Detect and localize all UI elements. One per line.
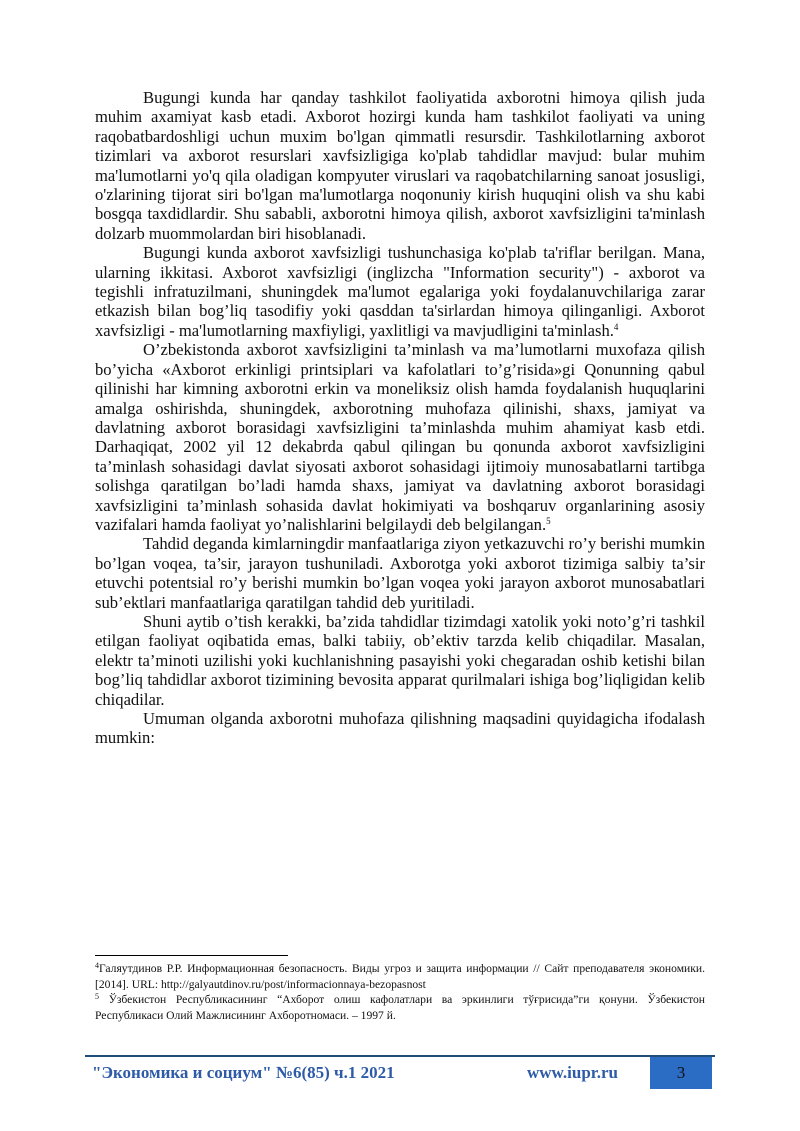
footer-website-link[interactable]: www.iupr.ru <box>527 1063 619 1082</box>
footnotes <box>95 961 705 1023</box>
paragraph-6: Umuman olganda axborotni muhofaza qilishning maqsadini quyidagicha ifodalash mumkin: <box>95 709 705 748</box>
footnote-mark: 5 <box>95 992 99 1002</box>
paragraph-4: Tahdid deganda kimlarningdir manfaatlariga ziyon yetkazuvchi ro’y berishi mumkin bo’lgan voqea, ta’sir, jarayon tushuniladi. Axborotga yoki axborot tizimiga salbiy ta’sir etuvchi potentsial ro’y berishi mumkin bo’lgan voqea yoki jarayon axborot munosabatlari sub’ektlari manfaatlariga qaratilgan tahdid deb yuritiladi. <box>95 534 705 612</box>
page-number: 3 <box>676 1063 686 1082</box>
paragraph-1: Bugungi kunda har qanday tashkilot faoliyatida axborotni himoya qilish juda muhim axamiyat kasb etadi. Axborot hozirgi kunda ham tashkilot faoliyati va uning raqobatbardoshligi uchun muxim bo'lgan qimmatli resursdir. Tashkilotlarning axborot tizimlari va axborot resurslari xavfsizligiga ko'plab tahdidlar mavjud: bular muhim ma'lumotlarni yo'q qila oladigan kompyuter viruslari va raqobatchilarning sanoat josusligi, o'zlarining tijorat siri bo'lgan ma'lumotlarga noqonuniy kirish huquqini olish va shu kabi bosgqa taxdidlardir. Shu sababli, axborotni himoya qilish, axborot xavfsizligini ta'minlash dolzarb muommolardan biri hisoblanadi. <box>95 88 705 243</box>
footnote-4: $^4$Галяутдинов Р.Р. Информационная безопасность. Виды угроз и защита информации // Сайт преподавателя экономики. [2014]. URL: http://galyautdinov.ru/post/informacionnaya-bezopasnost <box>95 961 705 991</box>
footnote-ref-5: 5 <box>546 515 551 526</box>
footer-divider <box>85 1055 715 1057</box>
footnote-5: $^5$ Ўзбекистон Республикасининг “Ахборот олиш кафолатлари ва эркинлиги тўғрисида”ги қонуни. Ўзбекистон Республикаси Олий Мажлисининг Ахборотномаси. – 1997 й. <box>95 992 705 1022</box>
paragraph-2: Bugungi kunda axborot xavfsizligi tushunchasiga ko'plab ta'riflar berilgan. Mana, ularning ikkitasi. Axborot xavfsizligi (inglizcha "Information security") - axborot va tegishli infratuzilmani, shuningdek ma'lumot egalariga yoki foydalanuvchilariga zarar etkazish bilan bog’liq tasodifiy yoki qasddan ta'sirlardan himoya qilinganligi. Axborot xavfsizligi - ma'lumotlarning maxfiyligi, yaxlitligi va mavjudligini ta'minlash.$^4$ <box>95 243 705 340</box>
footnote-separator <box>95 955 288 956</box>
paragraph-5: Shuni aytib o’tish kerakki, ba’zida tahdidlar tizimdagi xatolik yoki noto’g’ri tashkil etilgan faoliyat oqibatida emas, balki tabiiy, ob’ektiv tarzda kelib chiqadilar. Masalan, elektr ta’minoti uzilishi yoki kuchlanishning pasayishi yoki chegaradan oshib ketishi bilan bog’liq tahdidlar axborot tizimining bevosita apparat qurilmalari ishiga bog’liqligidan kelib chiqadilar. <box>95 611 705 709</box>
paragraph-3: O’zbekistonda axborot xavfsizligini ta’minlash va ma’lumotlarni muxofaza qilish bo’yicha «Axborot erkinligi printsiplari va kafolatlari to’g’risida»gi Qonunning qabul qilinishi har kimning axborotni erkin va moneliksiz olish hamda foydalanish huquqlarini amalga oshirishda, shuningdek, axborotning muhofaza qilinishi, shaxs, jamiyat va davlatning axborot borasidagi xavfsizligini ta’minlashda muhim ahamiyat kasb etdi. Darhaqiqat, 2002 yil 12 dekabrda qabul qilingan bu qonunda axborot xavfsizligini ta’minlash sohasidagi davlat siyosati axborot sohasidagi ijtimoiy munosabatlarni tartibga solishga qaratilgan bo’ladi hamda shaxs, jamiyat va davlatning axborot borasidagi xavfsizligini ta’minlash sohasida davlat hokimiyati va boshqaruv organlarining asosiy vazifalari hamda faoliyat yo’nalishlarini belgilaydi deb belgilangan.$^5$ <box>95 340 705 534</box>
footer-journal-title: "Экономика и социум" №6(85) ч.1 2021 <box>92 1063 395 1082</box>
body-text <box>95 88 705 748</box>
footnote-ref-4: 4 <box>613 321 619 332</box>
footnote-mark: 4 <box>95 961 99 970</box>
